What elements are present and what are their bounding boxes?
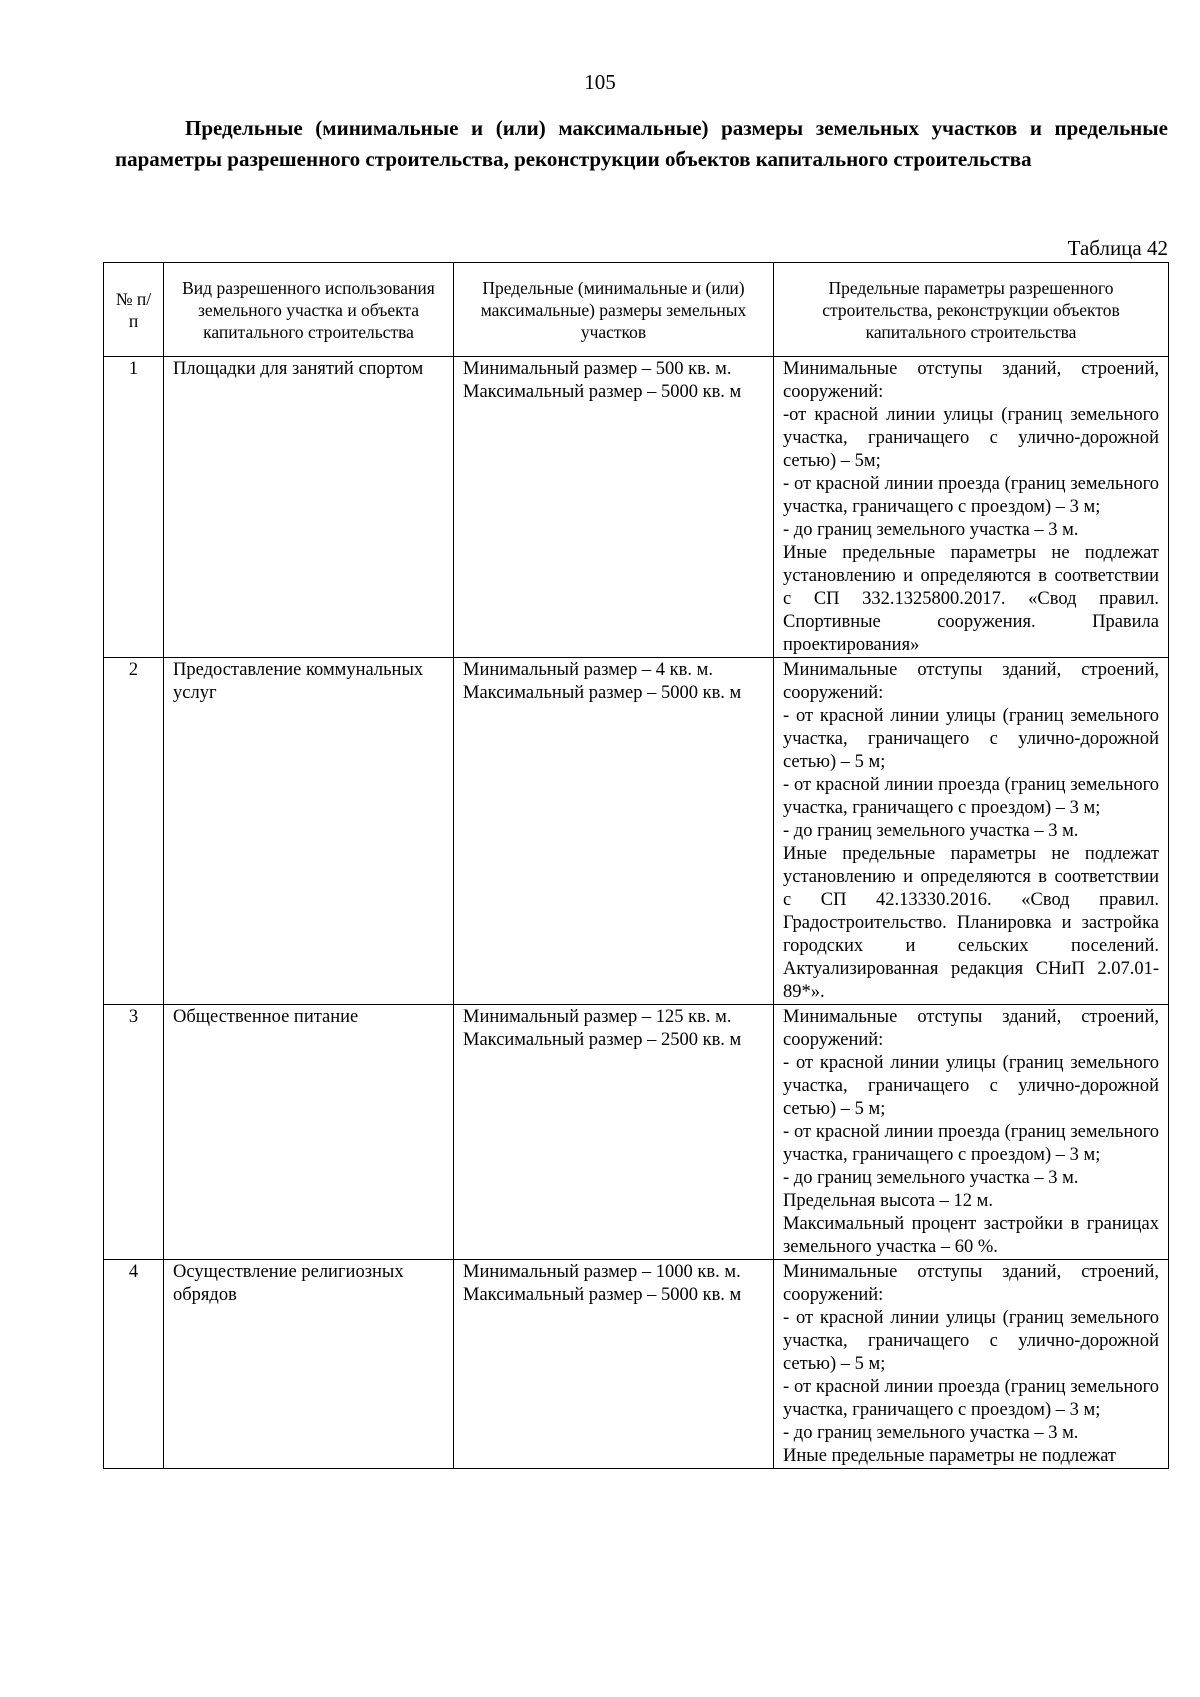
row-size bbox=[454, 658, 774, 1005]
size-line: Максимальный размер – 5000 кв. м bbox=[463, 382, 742, 402]
header-size: Предельные (минимальные и (или) максимальные) размеры земельных участков bbox=[454, 263, 774, 357]
params-line: - от красной линии проезда (границ земельного участка, граничащего с проездом) – 3 м; bbox=[783, 1122, 1159, 1165]
row-use: Предоставление коммунальных услуг bbox=[164, 658, 454, 1005]
table-body bbox=[104, 357, 1169, 1469]
page-number: 105 bbox=[584, 70, 616, 94]
params-line: - до границ земельного участка – 3 м. bbox=[783, 1168, 1079, 1188]
params-line: - до границ земельного участка – 3 м. bbox=[783, 821, 1079, 841]
row-size bbox=[454, 357, 774, 658]
params-line: Иные предельные параметры не подлежат установлению и определяются в соответствии с СП 332.1325800.2017. «Свод правил. Спортивные сооружения. Правила проектирования» bbox=[783, 543, 1159, 655]
header-params: Предельные параметры разрешенного строительства, реконструкции объектов капитального строительства bbox=[774, 263, 1169, 357]
row-num: 2 bbox=[104, 658, 164, 1005]
row-params bbox=[774, 658, 1169, 1005]
row-use: Осуществление религиозных обрядов bbox=[164, 1260, 454, 1469]
params-line: Минимальные отступы зданий, строений, сооружений: bbox=[783, 1007, 1159, 1050]
row-size bbox=[454, 1260, 774, 1469]
regulations-table bbox=[103, 262, 1169, 1469]
row-num: 3 bbox=[104, 1005, 164, 1260]
header-use: Вид разрешенного использования земельного участка и объекта капитального строительства bbox=[164, 263, 454, 357]
table-header-row bbox=[104, 263, 1169, 357]
params-line: - от красной линии улицы (границ земельного участка, граничащего с улично-дорожной сетью) – 5 м; bbox=[783, 1053, 1159, 1119]
table-row bbox=[104, 658, 1169, 1005]
row-params bbox=[774, 1260, 1169, 1469]
params-line: - до границ земельного участка – 3 м. bbox=[783, 1423, 1079, 1443]
params-line: - от красной линии проезда (границ земельного участка, граничащего с проездом) – 3 м; bbox=[783, 474, 1159, 517]
params-line: - от красной линии проезда (границ земельного участка, граничащего с проездом) – 3 м; bbox=[783, 775, 1159, 818]
params-line: - от красной линии улицы (границ земельного участка, граничащего с улично-дорожной сетью) – 5 м; bbox=[783, 706, 1159, 772]
params-line: Максимальный процент застройки в границах земельного участка – 60 %. bbox=[783, 1214, 1159, 1257]
params-line: -от красной линии улицы (границ земельного участка, граничащего с улично-дорожной сетью) – 5м; bbox=[783, 405, 1159, 471]
params-line: Минимальные отступы зданий, строений, сооружений: bbox=[783, 1262, 1159, 1305]
params-line: - до границ земельного участка – 3 м. bbox=[783, 520, 1079, 540]
params-line: Иные предельные параметры не подлежат установлению и определяются в соответствии с СП 42.13330.2016. «Свод правил. Градостроительство. Планировка и застройка городских и сельских поселений. Актуализированная редакция СНиП 2.07.01-89*». bbox=[783, 844, 1159, 1002]
row-use: Общественное питание bbox=[164, 1005, 454, 1260]
params-line: - от красной линии проезда (границ земельного участка, граничащего с проездом) – 3 м; bbox=[783, 1377, 1159, 1420]
row-params bbox=[774, 1005, 1169, 1260]
row-size bbox=[454, 1005, 774, 1260]
header-num: № п/п bbox=[104, 263, 164, 357]
params-line: Минимальные отступы зданий, строений, сооружений: bbox=[783, 660, 1159, 703]
size-line: Минимальный размер – 500 кв. м. bbox=[463, 359, 732, 379]
size-line: Минимальный размер – 4 кв. м. bbox=[463, 660, 713, 680]
params-line: Минимальные отступы зданий, строений, сооружений: bbox=[783, 359, 1159, 402]
size-line: Максимальный размер – 2500 кв. м bbox=[463, 1030, 742, 1050]
params-line: Иные предельные параметры не подлежат bbox=[783, 1446, 1117, 1466]
row-num: 1 bbox=[104, 357, 164, 658]
params-line: - от красной линии улицы (границ земельного участка, граничащего с улично-дорожной сетью) – 5 м; bbox=[783, 1308, 1159, 1374]
row-params bbox=[774, 357, 1169, 658]
size-line: Максимальный размер – 5000 кв. м bbox=[463, 683, 742, 703]
table-row bbox=[104, 1260, 1169, 1469]
size-line: Минимальный размер – 125 кв. м. bbox=[463, 1007, 732, 1027]
size-line: Максимальный размер – 5000 кв. м bbox=[463, 1285, 742, 1305]
table-row bbox=[104, 357, 1169, 658]
table-row bbox=[104, 1005, 1169, 1260]
row-use: Площадки для занятий спортом bbox=[164, 357, 454, 658]
row-num: 4 bbox=[104, 1260, 164, 1469]
size-line: Минимальный размер – 1000 кв. м. bbox=[463, 1262, 741, 1282]
table-caption: Таблица 42 bbox=[1067, 236, 1168, 260]
params-line: Предельная высота – 12 м. bbox=[783, 1191, 993, 1211]
document-title: Предельные (минимальные и (или) максимальные) размеры земельных участков и предельные параметры разрешенного строительства, реконструкции объектов капитального строительства bbox=[115, 116, 1168, 171]
